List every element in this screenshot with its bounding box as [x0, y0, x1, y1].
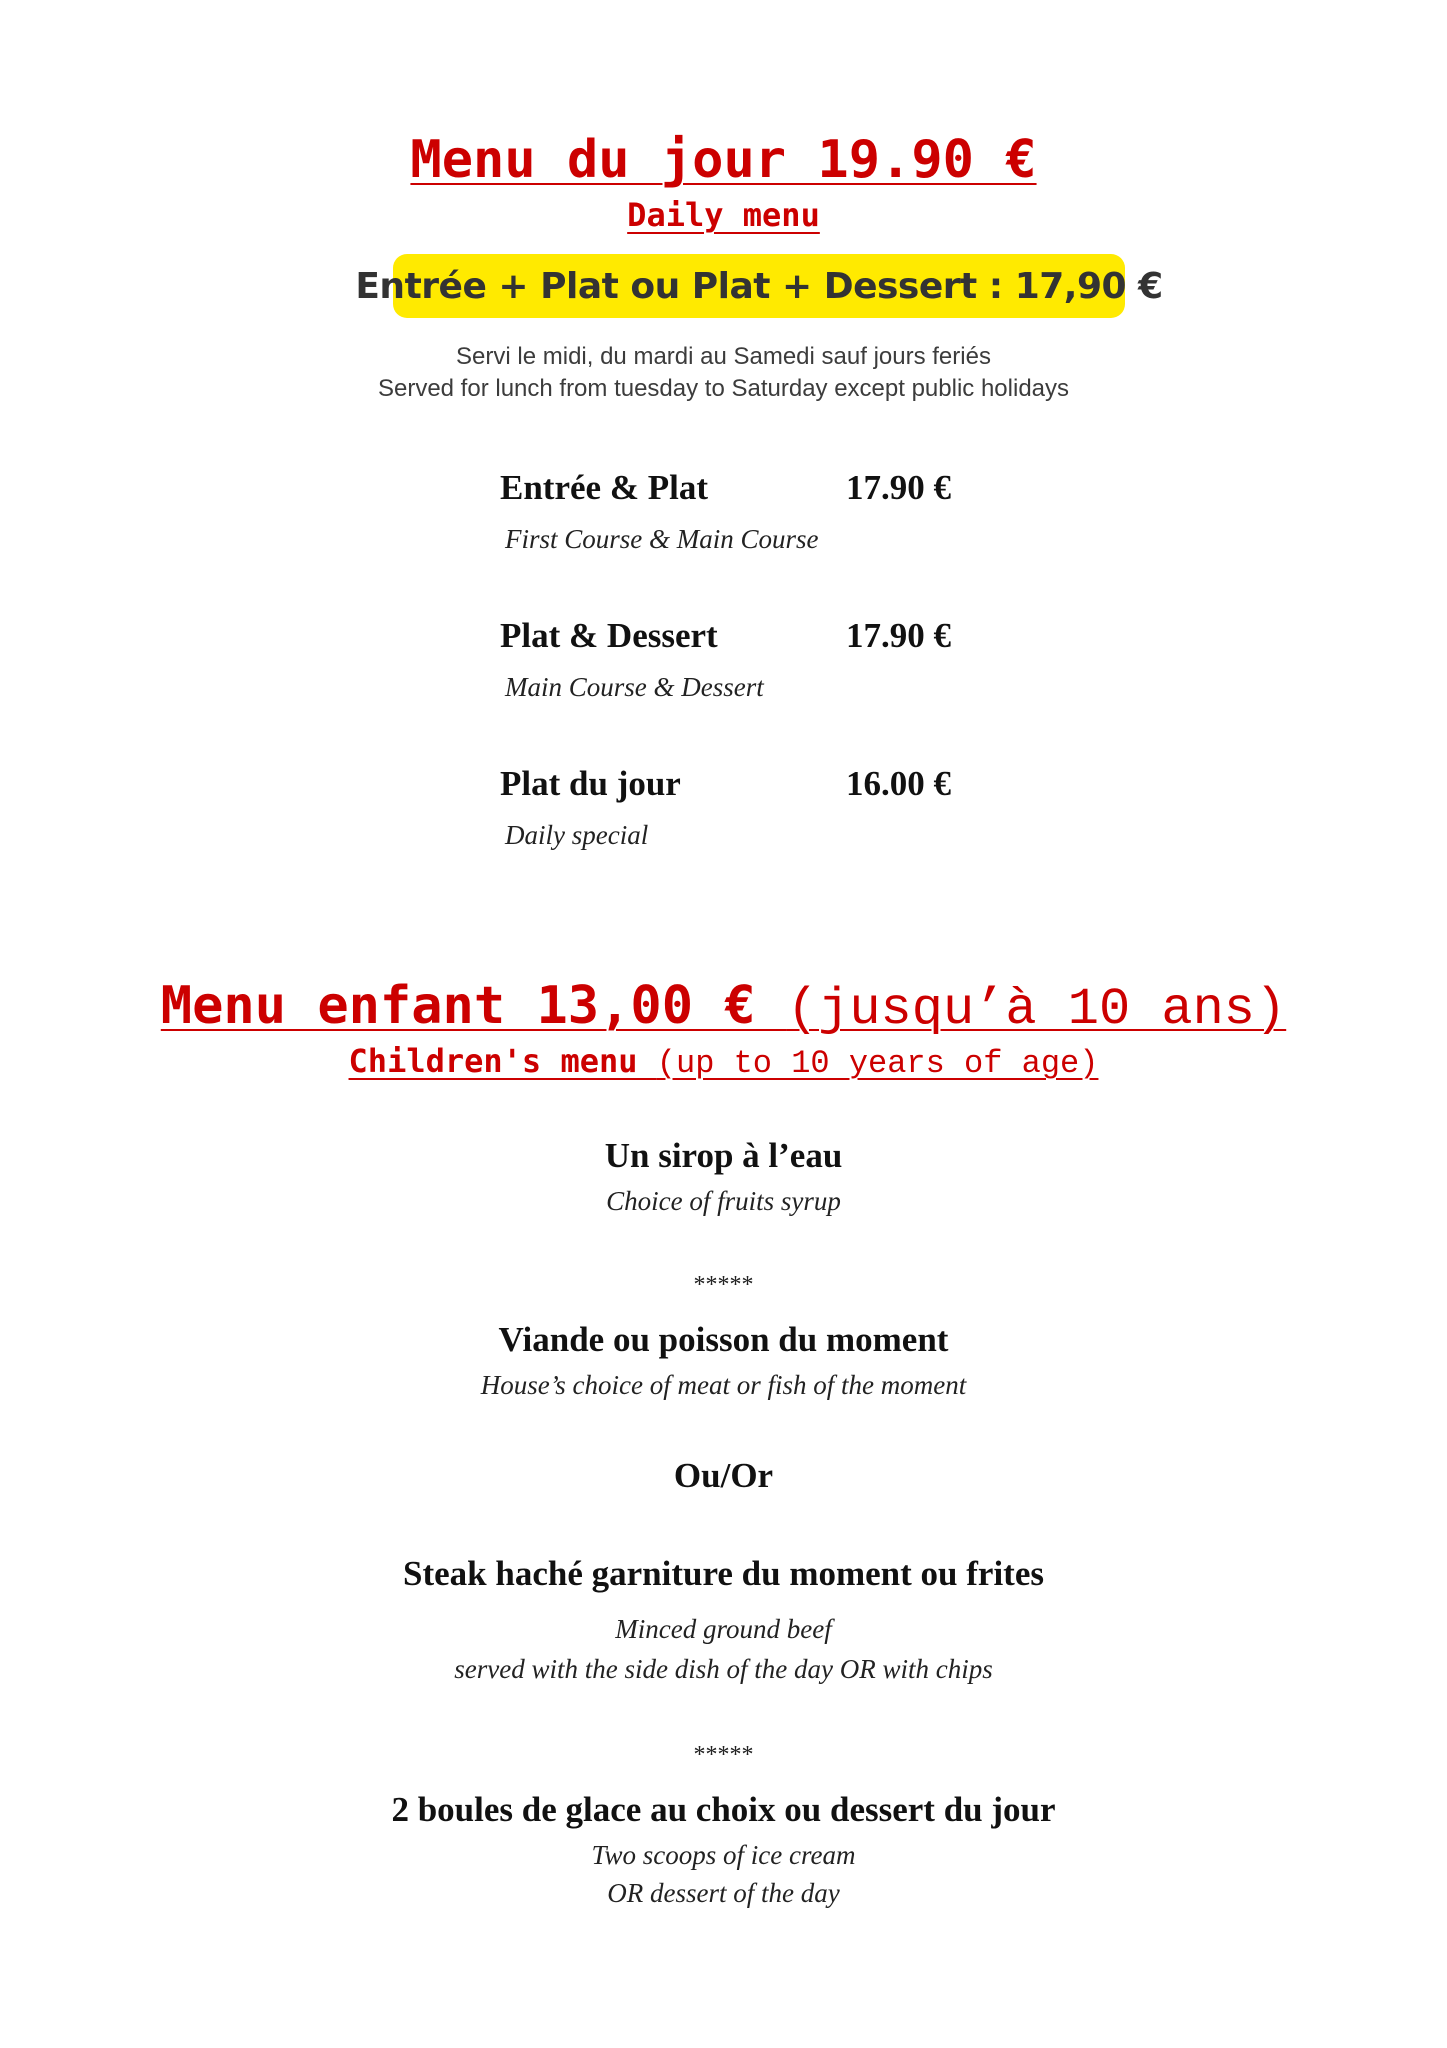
- children-menu-age-limit: (jusqu’à 10 ans): [786, 980, 1287, 1039]
- item-name: Plat & Dessert: [500, 616, 718, 655]
- service-info-fr: Servi le midi, du mardi au Samedi sauf jours feriés: [456, 343, 991, 370]
- children-menu-title-text: Menu enfant 13,00 €: [160, 976, 787, 1036]
- daily-menu-title: [0, 130, 1447, 190]
- children-dessert-description-2: OR dessert of the day: [607, 1878, 840, 1908]
- children-drink-name: Un sirop à l’eau: [604, 1136, 843, 1175]
- daily-menu-subtitle: [0, 196, 1447, 234]
- children-menu-title: [0, 976, 1447, 1039]
- separator: *****: [693, 1272, 754, 1298]
- daily-menu-subtitle-text: Daily menu: [627, 196, 820, 234]
- children-drink-description: Choice of fruits syrup: [606, 1186, 841, 1216]
- or-label: Ou/Or: [673, 1456, 774, 1495]
- children-dessert-description-1: Two scoops of ice cream: [591, 1840, 856, 1870]
- item-name: Entrée & Plat: [500, 468, 708, 507]
- separator: *****: [693, 1742, 754, 1768]
- item-price: 17.90 €: [846, 616, 951, 655]
- daily-menu-title-text: Menu du jour 19.90 €: [410, 130, 1037, 190]
- children-main-description: House’s choice of meat or fish of the moment: [480, 1370, 967, 1400]
- item-description: Main Course & Dessert: [505, 672, 764, 702]
- item-price: 17.90 €: [846, 468, 951, 507]
- children-menu-subtitle-age: (up to 10 years of age): [656, 1045, 1099, 1082]
- item-price: 16.00 €: [846, 764, 951, 803]
- children-menu-subtitle-text: Children's menu: [348, 1042, 657, 1080]
- children-main-name: Viande ou poisson du moment: [498, 1320, 949, 1359]
- children-steak-description-1: Minced ground beef: [615, 1614, 832, 1644]
- item-description: First Course & Main Course: [505, 524, 819, 554]
- children-dessert-name: 2 boules de glace au choix ou dessert du jour: [391, 1790, 1056, 1829]
- children-steak-name: Steak haché garniture du moment ou frites: [403, 1554, 1044, 1593]
- children-menu-subtitle: [0, 1042, 1447, 1082]
- promo-banner: Entrée + Plat ou Plat + Dessert : 17,90 €: [393, 254, 1125, 318]
- children-steak-description-2: served with the side dish of the day OR with chips: [454, 1654, 993, 1684]
- item-name: Plat du jour: [500, 764, 681, 803]
- item-description: Daily special: [505, 820, 649, 850]
- service-info-en: Served for lunch from tuesday to Saturday except public holidays: [377, 375, 1070, 402]
